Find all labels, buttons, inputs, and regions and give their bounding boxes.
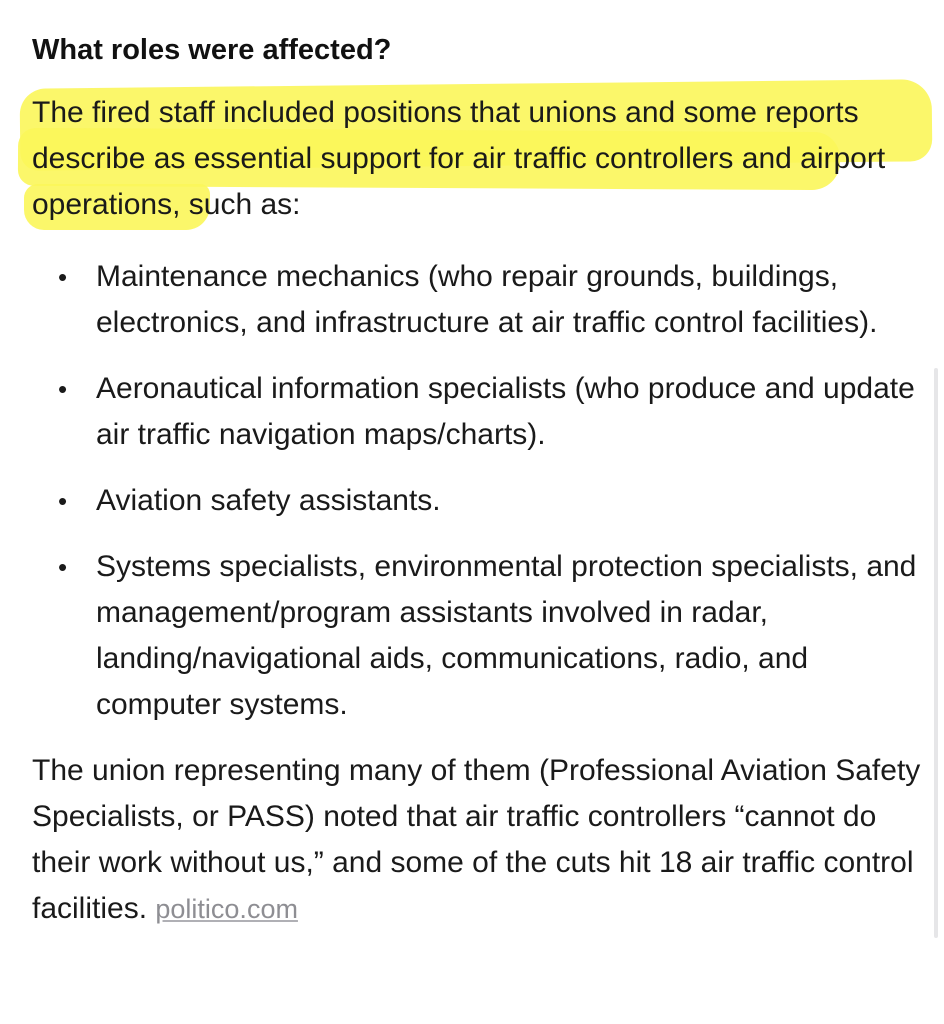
list-item-text: Systems specialists, environmental protection specialists, and management/program assistants involved in radar, landing/navigational aids, communications, radio, and computer systems. [96,550,917,721]
list-item-text: Maintenance mechanics (who repair grounds, buildings, electronics, and infrastructure at air traffic control facilities). [96,260,878,339]
list-item [32,544,922,728]
highlighted-intro [32,90,922,228]
list-item-text: Aeronautical information specialists (who produce and update air traffic navigation maps/charts). [96,372,915,451]
list-item-text: Aviation safety assistants. [96,484,441,517]
closing-text: The union representing many of them (Professional Aviation Safety Specialists, or PASS) noted that air traffic controllers “cannot do their work without us,” and some of the cuts hit 18 air traffic control facilities. [32,754,921,925]
article-body [32,30,922,962]
list-item [32,254,922,346]
bullet-icon: • [58,374,68,404]
list-item [32,366,922,458]
closing-paragraph [32,748,922,932]
bullet-icon: • [58,486,68,516]
section-heading: What roles were affected? [32,34,392,66]
bullet-icon: • [58,552,68,582]
roles-list [32,254,922,728]
scrollbar[interactable] [934,368,938,938]
list-item [32,478,922,524]
intro-paragraph: The fired staff included positions that unions and some reports describe as essential support for air traffic controllers and airport operations, such as: [32,96,886,221]
source-link[interactable]: politico.com [155,894,298,924]
bullet-icon: • [58,262,68,292]
